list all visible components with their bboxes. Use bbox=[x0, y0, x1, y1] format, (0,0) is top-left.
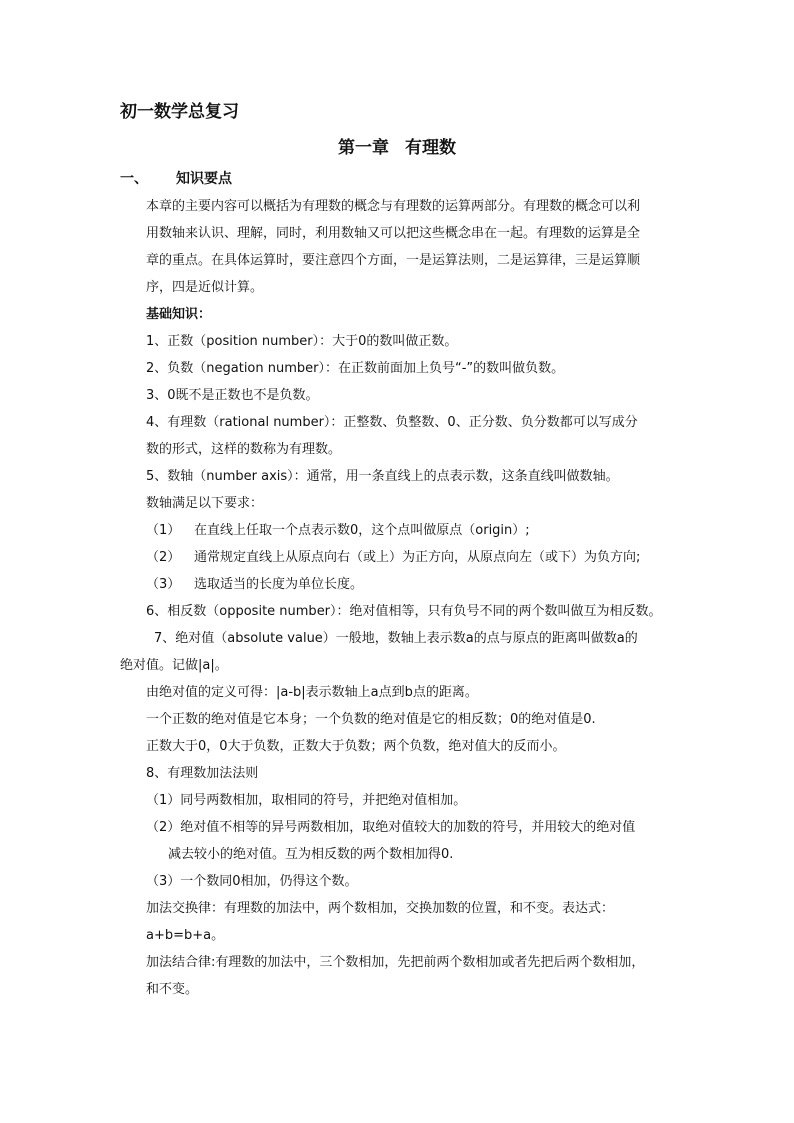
axis-requirements-heading: 数轴满足以下要求： bbox=[146, 496, 264, 511]
absolute-value-note: 由绝对值的定义可得：|a-b|表示数轴上a点到b点的距离。 bbox=[146, 685, 478, 700]
section-number: 一、 bbox=[120, 171, 148, 187]
chapter-number: 第一章 bbox=[338, 138, 389, 158]
list-number: （2） bbox=[146, 550, 181, 565]
absolute-value-note: 一个正数的绝对值是它本身；一个负数的绝对值是它的相反数；0的绝对值是0. bbox=[146, 712, 596, 727]
item-positive-number: 1、正数（position number）：大于0的数叫做正数。 bbox=[146, 334, 458, 349]
item-rational-number: 4、有理数（rational number）：正整数、负整数、0、正分数、负分数都可以写成分 bbox=[146, 415, 638, 430]
item-zero: 3、0既不是正数也不是负数。 bbox=[146, 388, 319, 403]
item-opposite-number: 6、相反数（opposite number）：绝对值相等，只有负号不同的两个数叫做互为相反数。 bbox=[146, 604, 662, 619]
item-number-axis: 5、数轴（number axis）：通常，用一条直线上的点表示数，这条直线叫做数轴。 bbox=[146, 469, 619, 484]
intro-line: 用数轴来认识、理解，同时，利用数轴又可以把这些概念串在一起。有理数的运算是全 bbox=[146, 226, 641, 241]
intro-line: 章的重点。在具体运算时，要注意四个方面，一是运算法则，二是运算律，三是运算顺 bbox=[146, 253, 641, 268]
addition-rule-cont: 减去较小的绝对值。互为相反数的两个数相加得0. bbox=[168, 847, 454, 862]
axis-requirement bbox=[120, 571, 676, 598]
basics-heading: 基础知识： bbox=[146, 307, 212, 322]
intro-line: 本章的主要内容可以概括为有理数的概念与有理数的运算两部分。有理数的概念可以利 bbox=[146, 199, 641, 214]
commutative-law: 加法交换律：有理数的加法中，两个数相加，交换加数的位置，和不变。表达式： bbox=[146, 901, 615, 916]
item-absolute-value: 7、绝对值（absolute value）一般地，数轴上表示数a的点与原点的距离叫做数a的 bbox=[154, 631, 638, 646]
associative-law: 加法结合律:有理数的加法中，三个数相加，先把前两个数相加或者先把后两个数相加， bbox=[146, 955, 645, 970]
requirement-text: 通常规定直线上从原点向右（或上）为正方向，从原点向左（或下）为负方向; bbox=[194, 550, 641, 565]
addition-rule: （1）同号两数相加，取相同的符号，并把绝对值相加。 bbox=[146, 793, 467, 808]
commutative-law-expression: a+b=b+a。 bbox=[146, 928, 225, 943]
chapter-title bbox=[0, 133, 794, 158]
item-negative-number: 2、负数（negation number）：在正数前面加上负号“-”的数叫做负数。 bbox=[146, 361, 565, 376]
axis-requirement bbox=[120, 517, 676, 544]
item-rational-number-cont: 数的形式，这样的数称为有理数。 bbox=[146, 442, 342, 457]
intro-line: 序，四是近似计算。 bbox=[146, 280, 264, 295]
chapter-name: 有理数 bbox=[405, 138, 456, 158]
document-body bbox=[120, 193, 676, 1003]
list-number: （1） bbox=[146, 523, 181, 538]
document-title: 初一数学总复习 bbox=[120, 102, 239, 122]
item-absolute-value-cont: 绝对值。记做|a|。 bbox=[120, 658, 228, 673]
addition-rule: （3）一个数同0相加，仍得这个数。 bbox=[146, 874, 358, 889]
list-number: （3） bbox=[146, 577, 181, 592]
item-addition-rules: 8、有理数加法法则 bbox=[146, 766, 259, 781]
associative-law-cont: 和不变。 bbox=[146, 982, 199, 997]
absolute-value-note: 正数大于0，0大于负数，正数大于负数；两个负数，绝对值大的反而小。 bbox=[146, 739, 566, 754]
requirement-text: 在直线上任取一个点表示数0，这个点叫做原点（origin）; bbox=[194, 523, 530, 538]
axis-requirement bbox=[120, 544, 676, 571]
section-name: 知识要点 bbox=[176, 171, 232, 187]
section-heading bbox=[120, 168, 232, 188]
requirement-text: 选取适当的长度为单位长度。 bbox=[194, 577, 364, 592]
addition-rule: （2）绝对值不相等的异号两数相加，取绝对值较大的加数的符号，并用较大的绝对值 bbox=[146, 820, 636, 835]
